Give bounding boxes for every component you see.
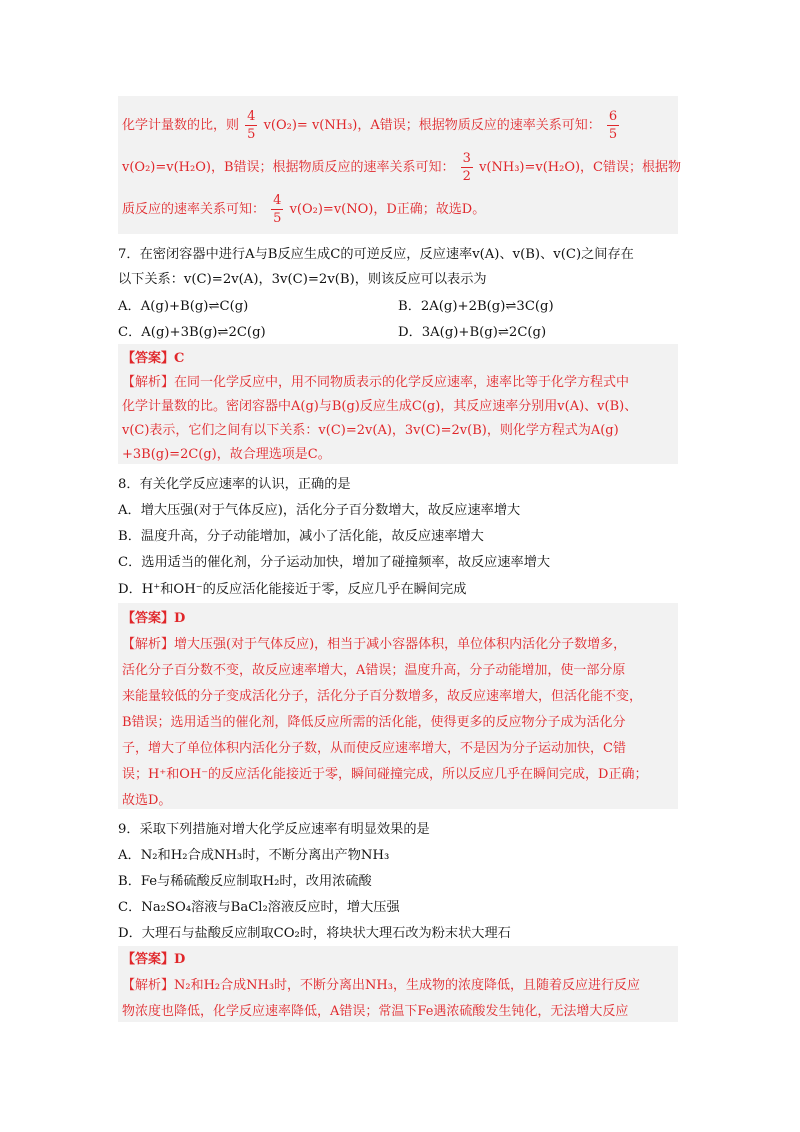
- answer-label: 【答案】D: [122, 952, 186, 967]
- explanation-line: B错误；选用适当的催化剂，降低反应所需的活化能，使得更多的反应物分子成为活化分: [122, 715, 626, 730]
- explanation-box-q7: [118, 344, 678, 464]
- text-segment: v(NH₃)=v(H₂O)，C错误；根据物: [479, 160, 682, 175]
- numerator: 3: [462, 151, 471, 166]
- question-9-option-b: B．Fe与稀硫酸反应制取H₂时，改用浓硫酸: [118, 874, 372, 889]
- explanation-line: 【解析】增大压强(对于气体反应)，相当于减小容器体积，单位体积内活化分子数增多，: [122, 637, 627, 652]
- explanation-line: [122, 194, 485, 225]
- question-8-option-c: C．选用适当的催化剂，分子运动加快，增加了碰撞频率，故反应速率增大: [118, 555, 551, 570]
- explanation-line: 物浓度也降低，化学反应速率降低，A错误；常温下Fe遇浓硫酸发生钝化，无法增大反应: [122, 1004, 629, 1019]
- explanation-line: [122, 110, 621, 141]
- question-8-stem: 8．有关化学反应速率的认识，正确的是: [118, 477, 351, 492]
- denominator: 2: [462, 169, 471, 184]
- fraction: [607, 110, 619, 141]
- fraction: [461, 152, 473, 183]
- question-7-stem: 7．在密闭容器中进行A与B反应生成C的可逆反应，反应速率v(A)、v(B)、v(C)之间存在: [118, 247, 634, 262]
- question-9-stem: 9．采取下列措施对增大化学反应速率有明显效果的是: [118, 822, 430, 837]
- question-7-option-b: B．2A(g)+2B(g)⇌3C(g): [398, 299, 554, 314]
- fraction: [271, 194, 283, 225]
- question-8-option-d: D．H⁺和OH⁻的反应活化能接近于零，反应几乎在瞬间完成: [118, 582, 467, 597]
- explanation-box-q6: [118, 96, 682, 234]
- text-segment: 化学计量数的比，则: [122, 118, 240, 133]
- explanation-box-q8: [118, 603, 678, 809]
- explanation-line: 活化分子百分数不变，故反应速率增大，A错误；温度升高，分子动能增加，使一部分原: [122, 663, 626, 678]
- explanation-line: 化学计量数的比。密闭容器中A(g)与B(g)反应生成C(g)，其反应速率分别用v(A)、v(B)、: [122, 399, 638, 414]
- question-7-option-d: D．3A(g)+B(g)⇌2C(g): [398, 325, 547, 340]
- numerator: 6: [608, 109, 618, 124]
- numerator: 4: [273, 193, 282, 208]
- question-7-option-c: C．A(g)+3B(g)⇌2C(g): [118, 325, 266, 340]
- question-8-option-a: A．增大压强(对于气体反应)，活化分子百分数增大，故反应速率增大: [118, 503, 521, 518]
- text-segment: 质反应的速率关系可知：: [122, 202, 266, 217]
- explanation-line: +3B(g)=2C(g)，故合理选项是C。: [122, 447, 331, 462]
- numerator: 4: [247, 109, 256, 124]
- denominator: 5: [608, 127, 618, 142]
- question-9-option-c: C．Na₂SO₄溶液与BaCl₂溶液反应时，增大压强: [118, 900, 400, 915]
- explanation-line: 故选D。: [122, 793, 172, 808]
- explanation-line: 误；H⁺和OH⁻的反应活化能接近于零，瞬间碰撞完成，所以反应几乎在瞬间完成，D正确；: [122, 767, 648, 782]
- denominator: 5: [273, 211, 282, 226]
- denominator: 5: [247, 127, 256, 142]
- question-7-option-a: A．A(g)+B(g)⇌C(g): [118, 299, 249, 314]
- answer-label: 【答案】C: [122, 351, 185, 366]
- question-7-stem-cont: 以下关系：v(C)=2v(A)，3v(C)=2v(B)，则该反应可以表示为: [118, 272, 487, 287]
- explanation-line: 【解析】在同一化学反应中，用不同物质表示的化学反应速率，速率比等于化学方程式中: [122, 375, 630, 390]
- explanation-line: 【解析】N₂和H₂合成NH₃时，不断分离出NH₃，生成物的浓度降低，且随着反应进行反应: [122, 978, 640, 993]
- explanation-line: [122, 152, 681, 183]
- explanation-line: v(C)表示，它们之间有以下关系：v(C)=2v(A)，3v(C)=2v(B)，则化学方程式为A(g): [122, 423, 619, 438]
- explanation-line: 子，增大了单位体积内活化分子数，从而使反应速率增大，不是因为分子运动加快，C错: [122, 741, 626, 756]
- text-segment: v(O₂)=v(H₂O)，B错误；根据物质反应的速率关系可知：: [122, 160, 455, 175]
- question-8-option-b: B．温度升高，分子动能增加，减小了活化能，故反应速率增大: [118, 529, 484, 544]
- answer-label: 【答案】D: [122, 611, 186, 626]
- question-9-option-d: D．大理石与盐酸反应制取CO₂时，将块状大理石改为粉末状大理石: [118, 926, 511, 941]
- explanation-line: 来能量较低的分子变成活化分子，活化分子百分数增多，故反应速率增大，但活化能不变，: [122, 689, 643, 704]
- fraction: [245, 110, 257, 141]
- question-9-option-a: A．N₂和H₂合成NH₃时，不断分离出产物NH₃: [118, 848, 390, 863]
- text-segment: v(O₂)= v(NH₃)，A错误；根据物质反应的速率关系可知：: [263, 118, 601, 133]
- explanation-box-q9: [118, 946, 678, 1022]
- text-segment: v(O₂)=v(NO)，D正确；故选D。: [289, 202, 486, 217]
